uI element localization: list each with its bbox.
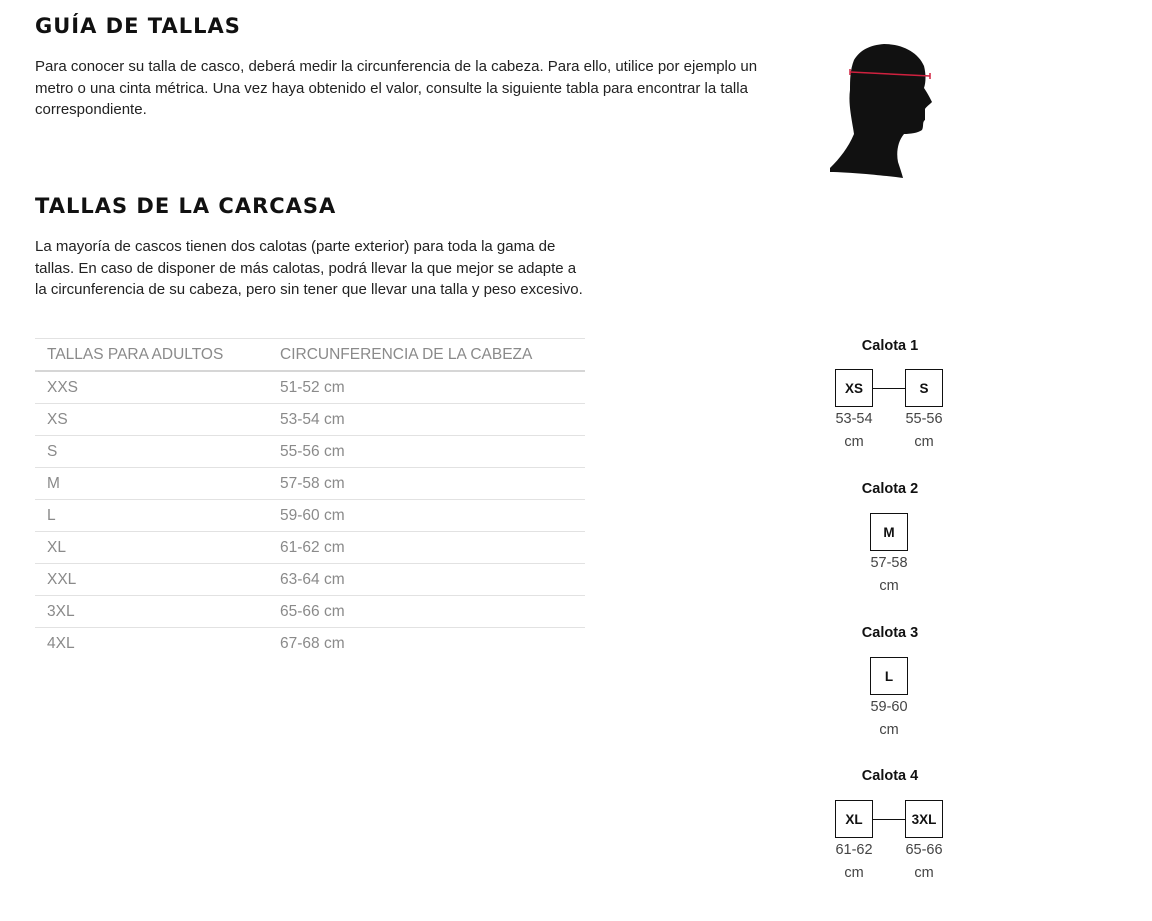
guide-intro: Para conocer su talla de casco, deberá medir la circunferencia de la cabeza. Para ello, utilice por ejemplo un metro o una cinta métrica. Una vez haya obtenido el valor, consulte la siguiente tabla para encontrar la talla correspondiente. [35,58,758,118]
table-row [35,436,585,468]
shell-size-range [824,408,884,454]
column-header-circumference: CIRCUNFERENCIA DE LA CABEZA [268,339,585,372]
table-row [35,564,585,596]
table-row [35,596,585,628]
section-title: TALLAS DE LA CARCASA [35,194,337,218]
range-unit: cm [914,434,934,450]
shell-size-range [894,839,954,885]
shell-title: Calota 4 [861,768,919,784]
circumference-cell: 67-68 cm [280,634,345,652]
circumference-cell: 63-64 cm [268,564,585,596]
range-value: 59-60 [870,699,908,715]
shell-size-box: S [905,369,943,407]
section-intro: La mayoría de cascos tienen dos calotas (parte exterior) para toda la gama de tallas. En caso de disponer de más calotas, podrá llevar la que mejor se adapte a la circunferencia de su cabeza, pero sin tener que llevar una talla y peso excesivo. [35,238,583,298]
column-header-size: TALLAS PARA ADULTOS [35,339,268,372]
shell-size-box: 3XL [905,800,943,838]
table-row [35,468,585,500]
circumference-cell: 51-52 cm [268,371,585,404]
table-row [35,500,585,532]
shell-title: Calota 3 [861,625,919,641]
range-value: 53-54 [835,411,873,427]
size-table [35,338,585,659]
shell-title: Calota 2 [861,481,919,497]
table-row [35,628,585,660]
size-cell: 3XL [35,596,268,628]
shell-title: Calota 1 [861,338,919,354]
range-unit: cm [879,722,899,738]
head-measure-icon [826,40,936,180]
circumference-cell: 57-58 cm [268,468,585,500]
table-row [35,532,585,564]
range-value: 57-58 [870,555,908,571]
shell-size-range [859,552,919,598]
shell-size-box: M [870,513,908,551]
size-cell: XL [35,532,268,564]
size-cell: XS [35,404,268,436]
shell-size-box: XS [835,369,873,407]
shell-connector [873,388,905,389]
range-value: 61-62 [835,842,873,858]
circumference-cell: 59-60 cm [268,500,585,532]
circumference-cell: 65-66 cm [268,596,585,628]
size-cell: S [35,436,268,468]
circumference-cell: 53-54 cm [268,404,585,436]
table-header-row [35,339,585,372]
shell-connector [873,819,905,820]
head-silhouette [830,44,932,178]
shell-size-box: XL [835,800,873,838]
circumference-cell: 61-62 cm [268,532,585,564]
size-cell: M [35,468,268,500]
range-value: 65-66 [905,842,943,858]
range-unit: cm [914,865,934,881]
shell-size-range [859,696,919,742]
shell-size-box: L [870,657,908,695]
range-unit: cm [879,578,899,594]
circumference-cell: 55-56 cm [268,436,585,468]
size-cell: L [35,500,268,532]
table-row [35,371,585,404]
shell-size-range [894,408,954,454]
range-unit: cm [844,434,864,450]
page-title: GUÍA DE TALLAS [35,14,241,38]
range-value: 55-56 [905,411,943,427]
size-cell: 4XL [47,634,75,652]
table-row [35,404,585,436]
size-cell: XXL [35,564,268,596]
shell-size-range [824,839,884,885]
range-unit: cm [844,865,864,881]
size-cell: XXS [35,371,268,404]
